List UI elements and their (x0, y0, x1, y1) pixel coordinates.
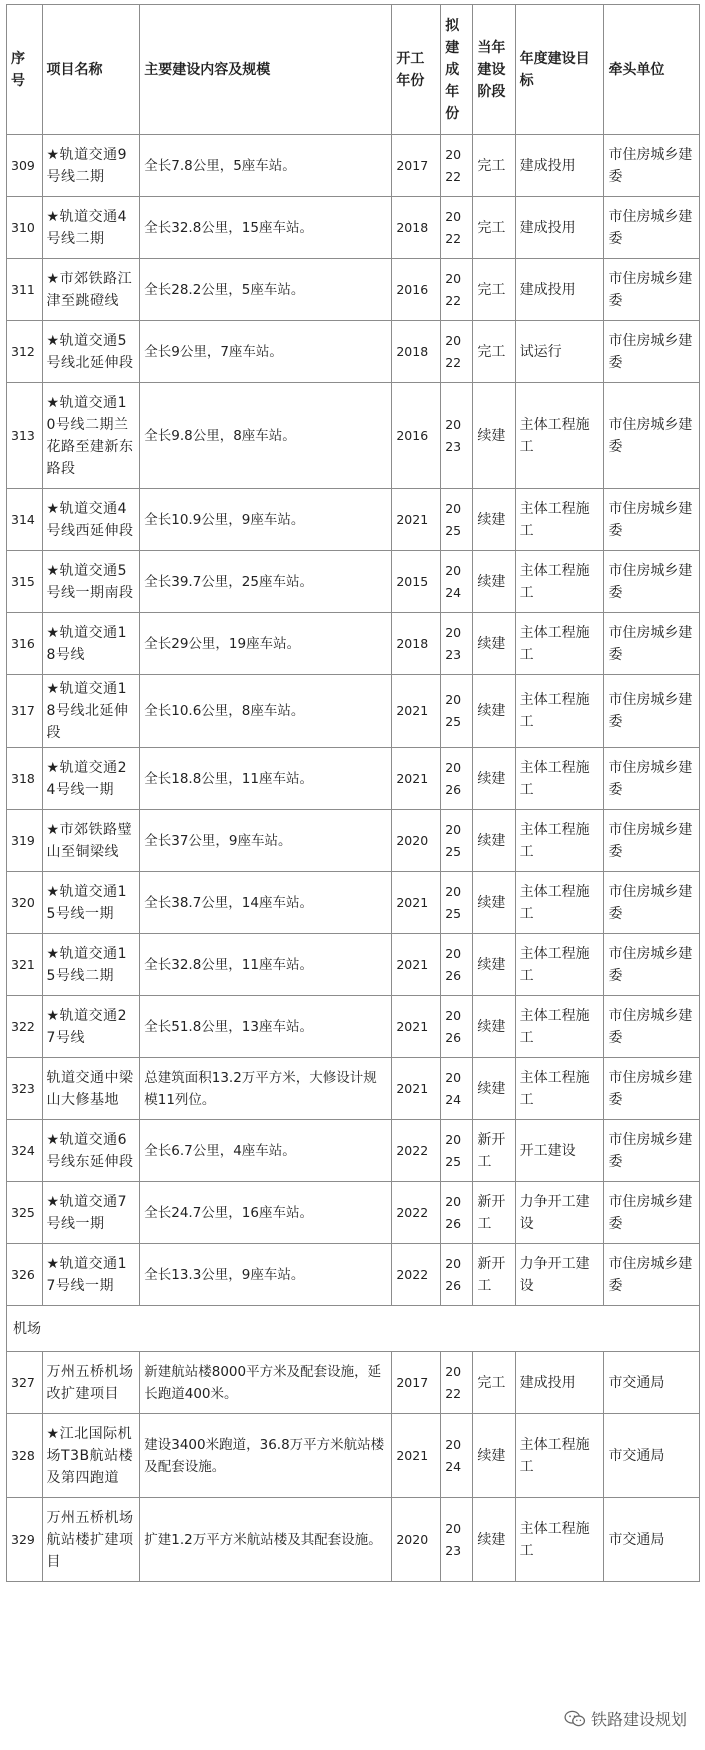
table-row (7, 135, 700, 197)
table-row (7, 872, 700, 934)
cell-stage: 续建 (473, 996, 515, 1058)
table-row (7, 321, 700, 383)
cell-org: 市住房城乡建委 (604, 1182, 700, 1244)
cell-target: 主体工程施工 (515, 934, 604, 996)
table-row (7, 489, 700, 551)
cell-done: 2023 (441, 1498, 473, 1582)
cell-no: 328 (7, 1414, 43, 1498)
cell-scope: 总建筑面积13.2万平方米，大修设计规模11列位。 (140, 1058, 392, 1120)
cell-target: 建成投用 (515, 135, 604, 197)
cell-done: 2023 (441, 383, 473, 489)
cell-stage: 续建 (473, 675, 515, 748)
cell-stage: 续建 (473, 1414, 515, 1498)
cell-scope: 全长28.2公里，5座车站。 (140, 259, 392, 321)
header-stage: 当年建设阶段 (473, 5, 515, 135)
cell-done: 2026 (441, 1182, 473, 1244)
table-row (7, 934, 700, 996)
cell-no: 315 (7, 551, 43, 613)
cell-name: ★轨道交通4号线二期 (42, 197, 140, 259)
cell-stage: 完工 (473, 197, 515, 259)
cell-stage: 完工 (473, 135, 515, 197)
cell-stage: 新开工 (473, 1182, 515, 1244)
wechat-icon (564, 1710, 586, 1728)
cell-no: 324 (7, 1120, 43, 1182)
cell-org: 市住房城乡建委 (604, 872, 700, 934)
cell-name: ★轨道交通6号线东延伸段 (42, 1120, 140, 1182)
table-row (7, 1182, 700, 1244)
cell-done: 2025 (441, 810, 473, 872)
cell-target: 建成投用 (515, 259, 604, 321)
cell-stage: 续建 (473, 489, 515, 551)
cell-target: 建成投用 (515, 1352, 604, 1414)
watermark-text: 铁路建设规划 (590, 1710, 687, 1729)
cell-no: 311 (7, 259, 43, 321)
table-row (7, 197, 700, 259)
cell-done: 2026 (441, 934, 473, 996)
cell-done: 2022 (441, 259, 473, 321)
cell-start: 2018 (392, 613, 441, 675)
cell-target: 主体工程施工 (515, 996, 604, 1058)
table-row (7, 1120, 700, 1182)
table-row (7, 613, 700, 675)
cell-scope: 全长29公里，19座车站。 (140, 613, 392, 675)
cell-name: ★轨道交通15号线一期 (42, 872, 140, 934)
cell-start: 2021 (392, 872, 441, 934)
cell-start: 2021 (392, 996, 441, 1058)
cell-name: ★市郊铁路江津至跳磴线 (42, 259, 140, 321)
cell-start: 2021 (392, 1058, 441, 1120)
cell-start: 2017 (392, 1352, 441, 1414)
cell-name: 万州五桥机场改扩建项目 (42, 1352, 140, 1414)
cell-target: 主体工程施工 (515, 810, 604, 872)
project-table (6, 4, 700, 1582)
cell-start: 2020 (392, 1498, 441, 1582)
header-scope: 主要建设内容及规模 (140, 5, 392, 135)
cell-org: 市交通局 (604, 1352, 700, 1414)
cell-org: 市住房城乡建委 (604, 383, 700, 489)
cell-start: 2020 (392, 810, 441, 872)
cell-org: 市交通局 (604, 1414, 700, 1498)
cell-stage: 续建 (473, 1058, 515, 1120)
rail-rows (7, 135, 700, 1306)
cell-done: 2026 (441, 996, 473, 1058)
cell-done: 2026 (441, 748, 473, 810)
cell-done: 2022 (441, 135, 473, 197)
cell-done: 2025 (441, 1120, 473, 1182)
cell-done: 2024 (441, 551, 473, 613)
cell-stage: 续建 (473, 383, 515, 489)
cell-name: ★轨道交通4号线西延伸段 (42, 489, 140, 551)
cell-no: 321 (7, 934, 43, 996)
cell-target: 主体工程施工 (515, 383, 604, 489)
cell-target: 主体工程施工 (515, 748, 604, 810)
cell-start: 2022 (392, 1244, 441, 1306)
cell-done: 2022 (441, 321, 473, 383)
cell-scope: 全长9.8公里，8座车站。 (140, 383, 392, 489)
cell-org: 市住房城乡建委 (604, 748, 700, 810)
cell-no: 320 (7, 872, 43, 934)
cell-start: 2021 (392, 489, 441, 551)
cell-start: 2021 (392, 748, 441, 810)
cell-org: 市住房城乡建委 (604, 135, 700, 197)
cell-scope: 全长9公里，7座车站。 (140, 321, 392, 383)
cell-scope: 新建航站楼8000平方米及配套设施，延长跑道400米。 (140, 1352, 392, 1414)
cell-scope: 全长18.8公里，11座车站。 (140, 748, 392, 810)
airport-rows (7, 1352, 700, 1582)
cell-start: 2021 (392, 675, 441, 748)
cell-no: 309 (7, 135, 43, 197)
cell-scope: 建设3400米跑道，36.8万平方米航站楼及配套设施。 (140, 1414, 392, 1498)
watermark (560, 1705, 691, 1732)
cell-name: ★轨道交通10号线二期兰花路至建新东路段 (42, 383, 140, 489)
cell-stage: 新开工 (473, 1120, 515, 1182)
airport-section (7, 1306, 700, 1352)
cell-name: ★轨道交通9号线二期 (42, 135, 140, 197)
cell-name: ★江北国际机场T3B航站楼及第四跑道 (42, 1414, 140, 1498)
cell-no: 312 (7, 321, 43, 383)
cell-name: ★轨道交通27号线 (42, 996, 140, 1058)
cell-org: 市住房城乡建委 (604, 1244, 700, 1306)
cell-org: 市住房城乡建委 (604, 810, 700, 872)
cell-start: 2021 (392, 1414, 441, 1498)
cell-target: 主体工程施工 (515, 1058, 604, 1120)
cell-target: 力争开工建设 (515, 1182, 604, 1244)
cell-scope: 全长32.8公里，15座车站。 (140, 197, 392, 259)
cell-target: 主体工程施工 (515, 489, 604, 551)
cell-stage: 续建 (473, 613, 515, 675)
cell-target: 开工建设 (515, 1120, 604, 1182)
cell-done: 2025 (441, 872, 473, 934)
cell-scope: 全长13.3公里，9座车站。 (140, 1244, 392, 1306)
cell-start: 2021 (392, 934, 441, 996)
cell-target: 主体工程施工 (515, 613, 604, 675)
cell-no: 327 (7, 1352, 43, 1414)
cell-stage: 新开工 (473, 1244, 515, 1306)
cell-stage: 完工 (473, 321, 515, 383)
cell-no: 316 (7, 613, 43, 675)
cell-no: 322 (7, 996, 43, 1058)
cell-org: 市住房城乡建委 (604, 197, 700, 259)
cell-stage: 续建 (473, 1498, 515, 1582)
cell-org: 市住房城乡建委 (604, 996, 700, 1058)
cell-target: 建成投用 (515, 197, 604, 259)
cell-target: 主体工程施工 (515, 1498, 604, 1582)
cell-no: 329 (7, 1498, 43, 1582)
cell-scope: 全长51.8公里，13座车站。 (140, 996, 392, 1058)
cell-stage: 续建 (473, 872, 515, 934)
cell-done: 2022 (441, 197, 473, 259)
cell-start: 2017 (392, 135, 441, 197)
cell-stage: 续建 (473, 551, 515, 613)
table-row (7, 1352, 700, 1414)
header-org: 牵头单位 (604, 5, 700, 135)
cell-stage: 续建 (473, 810, 515, 872)
cell-done: 2026 (441, 1244, 473, 1306)
table-row (7, 810, 700, 872)
cell-no: 313 (7, 383, 43, 489)
cell-target: 试运行 (515, 321, 604, 383)
cell-org: 市住房城乡建委 (604, 934, 700, 996)
cell-org: 市住房城乡建委 (604, 613, 700, 675)
header-target: 年度建设目标 (515, 5, 604, 135)
cell-org: 市住房城乡建委 (604, 489, 700, 551)
cell-scope: 全长6.7公里，4座车站。 (140, 1120, 392, 1182)
cell-done: 2024 (441, 1414, 473, 1498)
cell-no: 326 (7, 1244, 43, 1306)
cell-done: 2023 (441, 613, 473, 675)
cell-no: 323 (7, 1058, 43, 1120)
cell-scope: 全长32.8公里，11座车站。 (140, 934, 392, 996)
cell-scope: 全长38.7公里，14座车站。 (140, 872, 392, 934)
cell-name: 万州五桥机场航站楼扩建项目 (42, 1498, 140, 1582)
cell-org: 市住房城乡建委 (604, 259, 700, 321)
table-row (7, 383, 700, 489)
header-start: 开工年份 (392, 5, 441, 135)
cell-name: ★轨道交通15号线二期 (42, 934, 140, 996)
cell-no: 325 (7, 1182, 43, 1244)
cell-name: ★轨道交通18号线北延伸段 (42, 675, 140, 748)
cell-start: 2018 (392, 197, 441, 259)
table-row (7, 1414, 700, 1498)
cell-start: 2018 (392, 321, 441, 383)
cell-no: 310 (7, 197, 43, 259)
header-name: 项目名称 (42, 5, 140, 135)
cell-name: ★市郊铁路璧山至铜梁线 (42, 810, 140, 872)
cell-scope: 全长7.8公里，5座车站。 (140, 135, 392, 197)
cell-name: 轨道交通中梁山大修基地 (42, 1058, 140, 1120)
cell-no: 314 (7, 489, 43, 551)
cell-org: 市住房城乡建委 (604, 1120, 700, 1182)
table-row (7, 996, 700, 1058)
cell-name: ★轨道交通17号线一期 (42, 1244, 140, 1306)
cell-start: 2016 (392, 383, 441, 489)
header-row (7, 5, 700, 135)
cell-stage: 续建 (473, 748, 515, 810)
cell-scope: 全长37公里，9座车站。 (140, 810, 392, 872)
cell-org: 市住房城乡建委 (604, 321, 700, 383)
cell-name: ★轨道交通18号线 (42, 613, 140, 675)
table-row (7, 675, 700, 748)
cell-target: 主体工程施工 (515, 551, 604, 613)
cell-target: 主体工程施工 (515, 1414, 604, 1498)
cell-start: 2016 (392, 259, 441, 321)
table-row (7, 551, 700, 613)
cell-stage: 完工 (473, 1352, 515, 1414)
cell-org: 市住房城乡建委 (604, 675, 700, 748)
cell-name: ★轨道交通5号线北延伸段 (42, 321, 140, 383)
cell-name: ★轨道交通5号线一期南段 (42, 551, 140, 613)
cell-no: 319 (7, 810, 43, 872)
section-title: 机场 (7, 1306, 700, 1352)
cell-done: 2025 (441, 675, 473, 748)
cell-start: 2022 (392, 1182, 441, 1244)
cell-start: 2015 (392, 551, 441, 613)
cell-target: 主体工程施工 (515, 675, 604, 748)
cell-no: 317 (7, 675, 43, 748)
cell-org: 市交通局 (604, 1498, 700, 1582)
cell-scope: 全长39.7公里，25座车站。 (140, 551, 392, 613)
header-done: 拟建成年份 (441, 5, 473, 135)
cell-done: 2025 (441, 489, 473, 551)
cell-org: 市住房城乡建委 (604, 551, 700, 613)
cell-target: 主体工程施工 (515, 872, 604, 934)
cell-name: ★轨道交通24号线一期 (42, 748, 140, 810)
cell-scope: 全长10.9公里，9座车站。 (140, 489, 392, 551)
table-row (7, 1058, 700, 1120)
cell-org: 市住房城乡建委 (604, 1058, 700, 1120)
cell-scope: 全长10.6公里，8座车站。 (140, 675, 392, 748)
cell-start: 2022 (392, 1120, 441, 1182)
table-row (7, 748, 700, 810)
cell-target: 力争开工建设 (515, 1244, 604, 1306)
section-row (7, 1306, 700, 1352)
cell-name: ★轨道交通7号线一期 (42, 1182, 140, 1244)
cell-stage: 续建 (473, 934, 515, 996)
table-row (7, 1244, 700, 1306)
cell-done: 2022 (441, 1352, 473, 1414)
cell-stage: 完工 (473, 259, 515, 321)
table-row (7, 259, 700, 321)
table-row (7, 1498, 700, 1582)
cell-scope: 扩建1.2万平方米航站楼及其配套设施。 (140, 1498, 392, 1582)
header-no: 序号 (7, 5, 43, 135)
cell-no: 318 (7, 748, 43, 810)
cell-done: 2024 (441, 1058, 473, 1120)
cell-scope: 全长24.7公里，16座车站。 (140, 1182, 392, 1244)
